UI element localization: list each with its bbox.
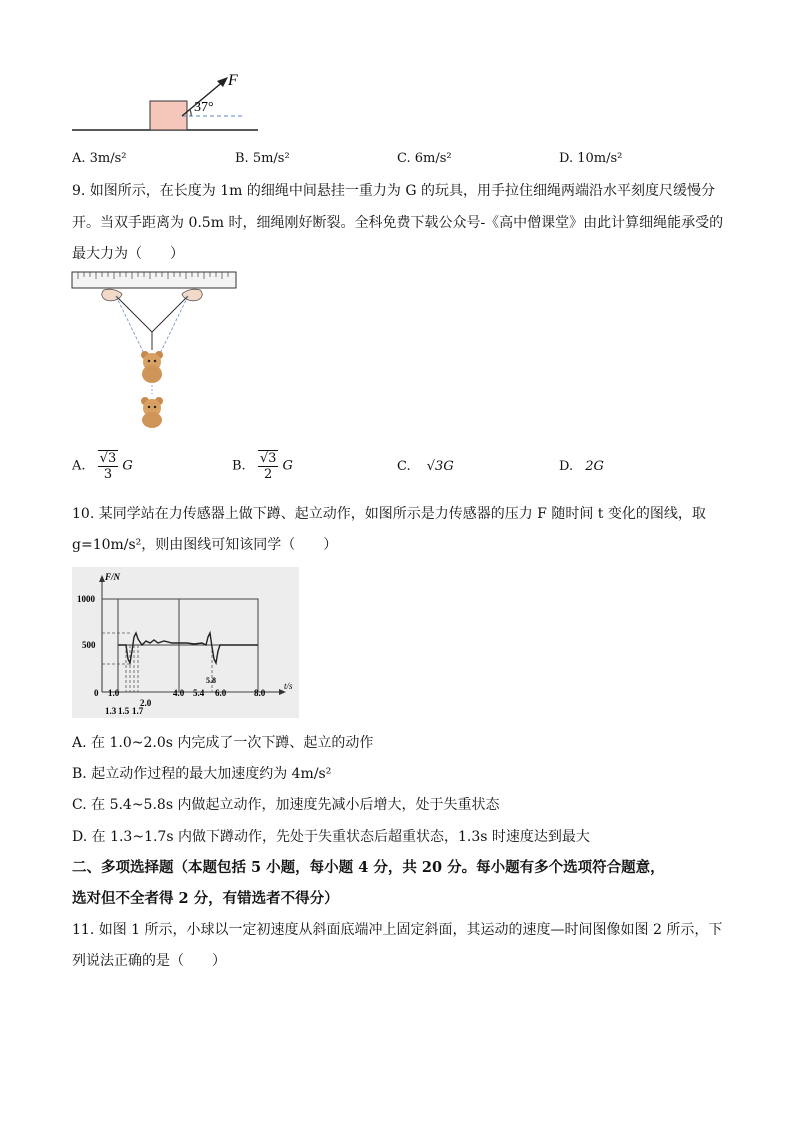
q9-option-b: B. $\frac{√3}{2}$ G	[232, 451, 293, 482]
teddy-bear-lower-icon	[141, 397, 163, 428]
x-tick-4.0: 4.0	[173, 688, 185, 698]
q8-option-d: D. 10m/s²	[559, 151, 623, 166]
teddy-bear-upper-icon	[141, 351, 163, 383]
q9-option-c: C. √3G	[397, 459, 454, 474]
y-tick-1000: 1000	[77, 594, 95, 604]
q8-option-a: A. 3m/s²	[72, 151, 127, 166]
fraction-a: $\frac{√3}{3}$	[99, 451, 117, 482]
x-tick-2.0: 2.0	[140, 698, 152, 708]
q10-option-c: C. 在 5.4~5.8s 内做起立动作，加速度先减小后增大，处于失重状态	[72, 797, 500, 813]
force-label: F	[228, 72, 238, 89]
q9-option-a: A. $\frac{√3}{3}$ G	[72, 451, 133, 482]
block-force-figure	[70, 62, 265, 134]
x-tick-1.0: 1.0	[108, 688, 120, 698]
q9-stem-line3: 最大力为（ ）	[72, 246, 184, 262]
q9-stem-line1: 9. 如图所示，在长度为 1m 的细绳中间悬挂一重力为 G 的玩具，用手拉住细绳两端沿水平刻度尺缓慢分	[72, 183, 715, 199]
x-tick-6.0: 6.0	[215, 688, 227, 698]
q8-option-c: C. 6m/s²	[397, 151, 452, 166]
q10-stem-line1: 10. 某同学站在力传感器上做下蹲、起立动作，如图所示是力传感器的压力 F 随时间 t 变化的图线，取	[72, 506, 706, 522]
angle-label: 37°	[194, 100, 214, 115]
force-time-graph	[72, 567, 299, 718]
x-tick-1.7: 1.7	[132, 706, 144, 716]
fraction-b: $\frac{√3}{2}$	[259, 451, 277, 482]
x-tick-1.5: 1.5	[118, 706, 130, 716]
q8-option-b: B. 5m/s²	[235, 151, 290, 166]
ruler-toy-figure	[70, 270, 240, 430]
section2-heading-line1: 二、多项选择题（本题包括 5 小题，每小题 4 分，共 20 分。每小题有多个选项符合题意，	[72, 859, 665, 876]
q11-stem-line2: 列说法正确的是（ ）	[72, 953, 226, 969]
q9-stem-line2: 开。当双手距离为 0.5m 时，细绳刚好断裂。全科免费下载公众号-《高中僧课堂》由此计算细绳能承受的	[72, 215, 724, 231]
q9-option-d: D. 2G	[559, 459, 604, 474]
y-axis-label: F/N	[105, 572, 121, 582]
x-tick-5.4: 5.4	[193, 688, 205, 698]
q10-option-b: B. 起立动作过程的最大加速度约为 4m/s²	[72, 766, 332, 782]
q10-option-a: A. 在 1.0~2.0s 内完成了一次下蹲、起立的动作	[72, 735, 374, 751]
q10-stem-line2: g=10m/s²，则由图线可知该同学（ ）	[72, 537, 338, 553]
x-tick-5.8: 5.8	[206, 676, 216, 685]
q10-option-d: D. 在 1.3~1.7s 内做下蹲动作，先处于失重状态后超重状态，1.3s 时速度达到最大	[72, 829, 590, 845]
y-tick-0: 0	[94, 688, 99, 698]
q11-stem-line1: 11. 如图 1 所示，小球以一定初速度从斜面底端冲上固定斜面，其运动的速度—时间图像如图 2 所示，下	[72, 922, 723, 938]
x-tick-1.3: 1.3	[105, 706, 117, 716]
section2-heading-line2: 选对但不全者得 2 分，有错选者不得分）	[72, 890, 339, 907]
y-tick-500: 500	[82, 640, 96, 650]
x-axis-label: t/s	[284, 681, 293, 691]
x-tick-8.0: 8.0	[254, 688, 266, 698]
